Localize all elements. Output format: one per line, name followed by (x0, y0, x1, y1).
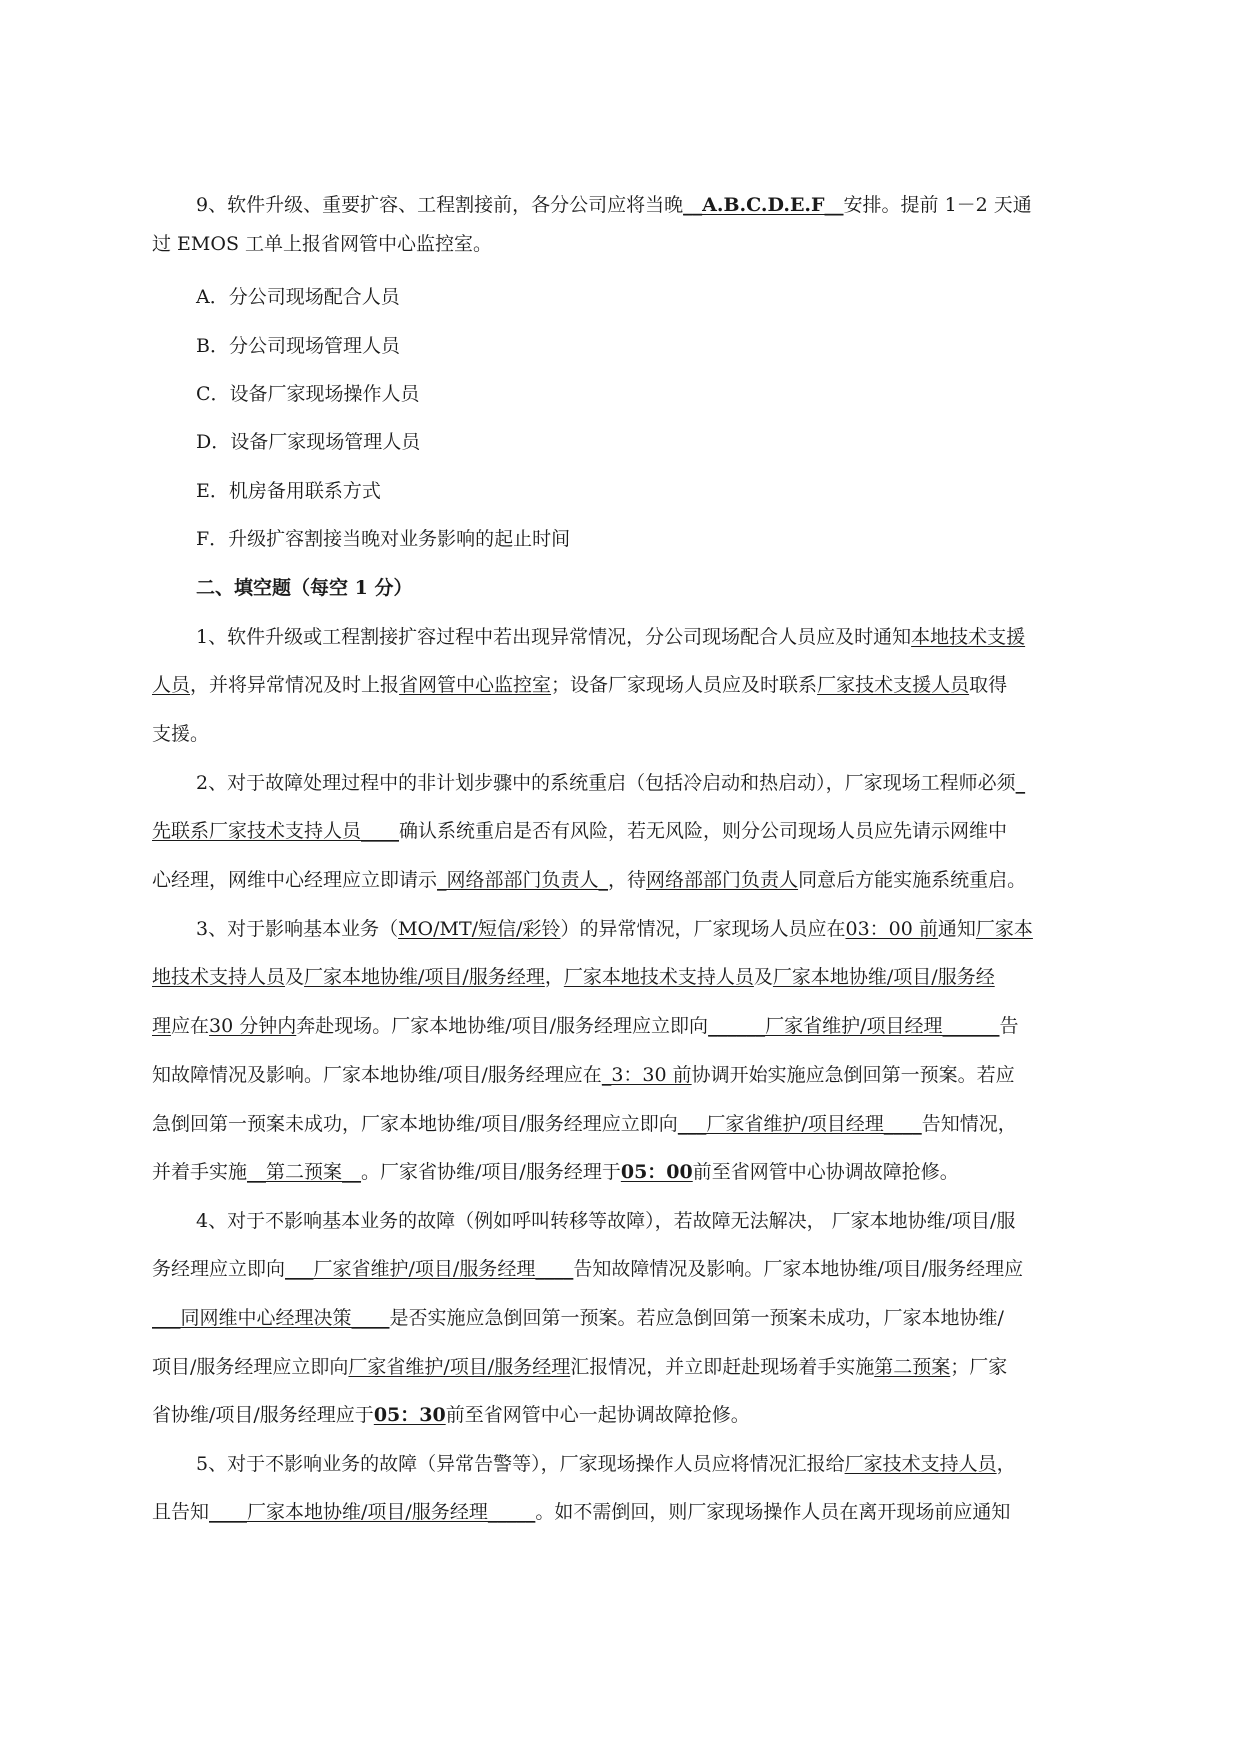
item4-line-2: 务经理应立即向___厂家省维护/项目/服务经理____告知故障情况及影响。厂家本地协维/项目/服务经理应 (152, 1258, 1024, 1280)
item3-line-1: 3、对于影响基本业务（MO/MT/短信/彩铃）的异常情况，厂家现场人员应在03：00 前通知厂家本 (196, 918, 1033, 940)
item1-line-3: 支援。 (152, 723, 210, 745)
item5-line-2: 且告知____厂家本地协维/项目/服务经理_____。如不需倒回，则厂家现场操作人员在离开现场前应通知 (152, 1501, 1011, 1523)
item1-line-1: 1、软件升级或工程割接扩容过程中若出现异常情况，分公司现场配合人员应及时通知本地技术支援 (196, 626, 1026, 648)
option-e: E．机房备用联系方式 (196, 480, 381, 502)
item1-line-2: 人员，并将异常情况及时上报省网管中心监控室；设备厂家现场人员应及时联系厂家技术支援人员取得 (152, 674, 1008, 696)
item2-line-2: 先联系厂家技术支持人员____确认系统重启是否有风险，若无风险，则分公司现场人员应先请示网维中 (152, 820, 1008, 842)
item3-line-3: 理应在30 分钟内奔赴现场。厂家本地协维/项目/服务经理应立即向______厂家省维护/项目经理______告 (152, 1015, 1019, 1037)
q9-answer: __A.B.C.D.E.F__ (683, 194, 844, 216)
item4-line-5: 省协维/项目/服务经理应于05：30前至省网管中心一起协调故障抢修。 (152, 1404, 750, 1426)
q9-line-2: 过 EMOS 工单上报省网管中心监控室。 (152, 233, 492, 255)
option-a: A．分公司现场配合人员 (196, 286, 400, 308)
item3-line-6: 并着手实施__第二预案__。厂家省协维/项目/服务经理于05：00前至省网管中心协调故障抢修。 (152, 1161, 959, 1183)
item3-line-5: 急倒回第一预案未成功，厂家本地协维/项目/服务经理应立即向___厂家省维护/项目经理____告知情况， (152, 1113, 1017, 1135)
item4-line-4: 项目/服务经理应立即向厂家省维护/项目/服务经理汇报情况，并立即赶赴现场着手实施第二预案；厂家 (152, 1356, 1008, 1378)
item3-line-2: 地技术支持人员及厂家本地协维/项目/服务经理，厂家本地技术支持人员及厂家本地协维/项目/服务经 (152, 966, 995, 988)
item2-line-1: 2、对于故障处理过程中的非计划步骤中的系统重启（包括冷启动和热启动），厂家现场工程师必须_ (196, 772, 1026, 794)
item5-line-1: 5、对于不影响业务的故障（异常告警等），厂家现场操作人员应将情况汇报给厂家技术支持人员， (196, 1453, 1016, 1475)
item4-line-1: 4、对于不影响基本业务的故障（例如呼叫转移等故障），若故障无法解决， 厂家本地协维/项目/服 (196, 1210, 1016, 1232)
item3-line-4: 知故障情况及影响。厂家本地协维/项目/服务经理应在_3：30 前协调开始实施应急倒回第一预案。若应 (152, 1064, 1015, 1086)
option-d: D．设备厂家现场管理人员 (196, 431, 421, 453)
item4-line-3: ___同网维中心经理决策____是否实施应急倒回第一预案。若应急倒回第一预案未成功，厂家本地协维/ (152, 1307, 1004, 1329)
section-heading: 二、填空题（每空 1 分） (196, 577, 413, 599)
q9-line-1: 9、软件升级、重要扩容、工程割接前，各分公司应将当晚__A.B.C.D.E.F__安排。提前 1－2 天通 (196, 194, 1032, 216)
option-f: F．升级扩容割接当晚对业务影响的起止时间 (196, 528, 571, 550)
option-b: B．分公司现场管理人员 (196, 335, 400, 357)
item2-line-3: 心经理，网维中心经理应立即请示_网络部部门负责人_，待网络部部门负责人同意后方能实施系统重启。 (152, 869, 1027, 891)
option-c: C．设备厂家现场操作人员 (196, 383, 420, 405)
